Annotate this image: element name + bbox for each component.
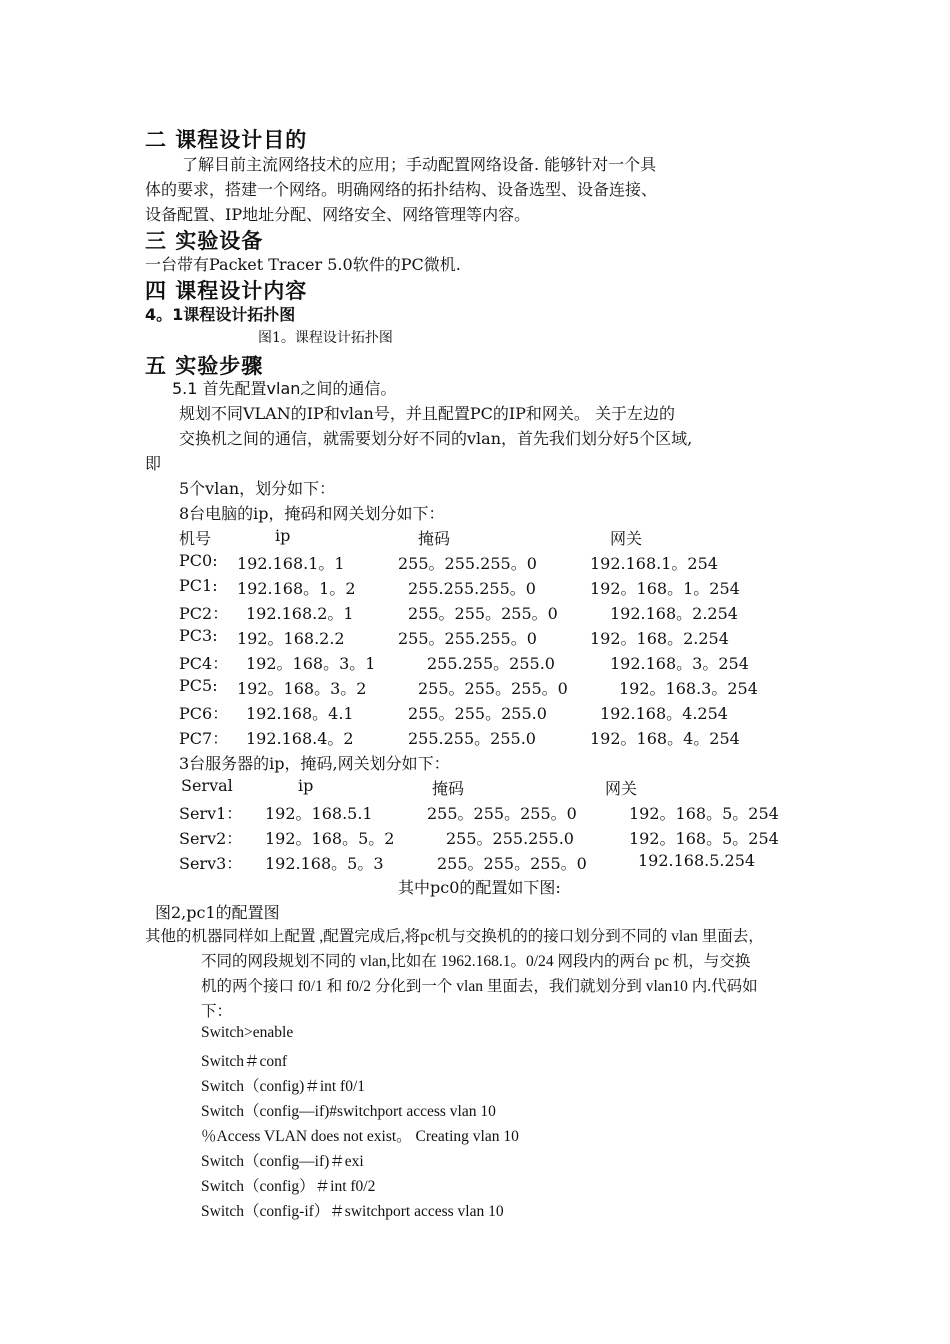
pc-name: PC6： [179, 704, 229, 723]
server-name: Serv1： [179, 804, 243, 823]
server-ip: 192.168。5。3 [265, 854, 384, 873]
pc-ip: 192。168.2.2 [237, 629, 345, 648]
pc-mask: 255。255。255.0 [408, 704, 547, 723]
section-5-line-5: 8台电脑的ip，掩码和网关划分如下： [179, 504, 445, 523]
pc-gateway: 192.168.1。254 [590, 554, 718, 573]
pc-name: PC1: [179, 576, 218, 595]
server-gateway: 192.168.5.254 [638, 851, 756, 870]
code-line: Switch＃conf [201, 1053, 288, 1070]
section-3-line: 一台带有Packet Tracer 5.0软件的PC微机. [145, 255, 461, 274]
pc-name: PC2： [179, 604, 229, 623]
pc-name: PC5: [179, 676, 218, 695]
pc-gateway: 192。168.3。254 [619, 679, 758, 698]
figure-2-caption: 图2,pc1的配置图 [155, 903, 280, 922]
server-header-gateway: 网关 [605, 779, 638, 798]
pc-ip: 192.168.2。1 [246, 604, 354, 623]
section-5-line-2: 交换机之间的通信，就需要划分好不同的vlan，首先我们划分好5个区域, [179, 429, 693, 448]
server-header-name: Serval [181, 776, 233, 795]
code-line: Switch（config—if)#switchport access vlan 10 [201, 1103, 496, 1120]
code-line: Switch（config)＃int f0/1 [201, 1078, 366, 1095]
section-4-heading: 四 课程设计内容 [145, 279, 308, 303]
pc-name: PC3: [179, 626, 218, 645]
pc-ip: 192.168.4。2 [246, 729, 354, 748]
pc0-config-caption: 其中pc0的配置如下图: [398, 878, 561, 897]
code-line: Switch（config—if)＃exi [201, 1153, 364, 1170]
pc-gateway: 192。168。4。254 [590, 729, 740, 748]
server-name: Serv2： [179, 829, 243, 848]
pc-gateway: 192.168。3。254 [610, 654, 749, 673]
section-5-line-3: 即 [145, 454, 162, 473]
pc-ip: 192.168。4.1 [246, 704, 354, 723]
pc-header-machine: 机号 [179, 529, 212, 548]
figure-1-caption: 图1。课程设计拓扑图 [258, 330, 393, 346]
section-5-line-1: 规划不同VLAN的IP和vlan号，并且配置PC的IP和网关。 关于左边的 [179, 404, 676, 423]
server-gateway: 192。168。5。254 [629, 829, 779, 848]
section-2-line-3: 设备配置、IP地址分配、网络安全、网络管理等内容。 [145, 205, 531, 224]
server-intro: 3台服务器的ip，掩码,网关划分如下： [179, 754, 450, 773]
pc-gateway: 192.168。4.254 [600, 704, 728, 723]
pc-name: PC0: [179, 551, 218, 570]
section-3-heading: 三 实验设备 [145, 229, 264, 253]
section-5-heading: 五 实验步骤 [145, 354, 264, 378]
paragraph-line-3: 机的两个接口 f0/1 和 f0/2 分化到一个 vlan 里面去，我们就划分到 vlan10 内.代码如 [201, 978, 758, 995]
paragraph-line-2: 不同的网段规划不同的 vlan,比如在 1962.168.1。0/24 网段内的两台 pc 机，与交换 [201, 953, 751, 970]
pc-mask: 255。255.255。0 [398, 554, 537, 573]
server-name: Serv3： [179, 854, 243, 873]
pc-gateway: 192.168。2.254 [610, 604, 738, 623]
pc-ip: 192。168。3。1 [246, 654, 376, 673]
pc-mask: 255。255。255。0 [408, 604, 558, 623]
pc-gateway: 192。168。1。254 [590, 579, 740, 598]
pc-name: PC7： [179, 729, 229, 748]
pc-header-gateway: 网关 [610, 529, 643, 548]
pc-ip: 192。168。3。2 [237, 679, 367, 698]
server-ip: 192。168。5。2 [265, 829, 395, 848]
server-gateway: 192。168。5。254 [629, 804, 779, 823]
section-2-heading: 二 课程设计目的 [145, 128, 308, 152]
code-line: ％Access VLAN does not exist。 Creating vlan 10 [201, 1128, 519, 1145]
server-header-mask: 掩码 [432, 779, 465, 798]
section-2-line-1: 了解目前主流网络技术的应用；手动配置网络设备. 能够针对一个具 [182, 155, 657, 174]
paragraph-line-1: 其他的机器同样如上配置 ,配置完成后,将pc机与交换机的的接口划分到不同的 vlan 里面去， [145, 928, 764, 945]
section-5-line-4: 5个vlan，划分如下： [179, 479, 336, 498]
pc-mask: 255.255。255.0 [408, 729, 536, 748]
paragraph-line-4: 下： [201, 1003, 233, 1020]
pc-mask: 255.255。255.0 [427, 654, 555, 673]
server-mask: 255。255。255。0 [427, 804, 577, 823]
pc-mask: 255.255.255。0 [408, 579, 536, 598]
server-mask: 255。255.255.0 [446, 829, 574, 848]
step-5-1: 5.1 首先配置vlan之间的通信。 [172, 379, 397, 398]
pc-ip: 192.168.1。1 [237, 554, 345, 573]
pc-header-ip: ip [275, 526, 291, 545]
pc-header-mask: 掩码 [418, 529, 451, 548]
pc-mask: 255。255.255。0 [398, 629, 537, 648]
server-header-ip: ip [298, 776, 314, 795]
pc-gateway: 192。168。2.254 [590, 629, 729, 648]
section-4-subheading: 4。1课程设计拓扑图 [145, 305, 296, 324]
server-ip: 192。168.5.1 [265, 804, 373, 823]
code-line: Switch（config-if）＃switchport access vlan 10 [201, 1203, 504, 1220]
code-line: Switch>enable [201, 1024, 294, 1041]
pc-ip: 192.168。1。2 [237, 579, 356, 598]
pc-mask: 255。255。255。0 [418, 679, 568, 698]
code-line: Switch（config）＃int f0/2 [201, 1178, 376, 1195]
pc-name: PC4： [179, 654, 229, 673]
server-mask: 255。255。255。0 [437, 854, 587, 873]
section-2-line-2: 体的要求，搭建一个网络。明确网络的拓扑结构、设备选型、设备连接、 [145, 180, 658, 199]
